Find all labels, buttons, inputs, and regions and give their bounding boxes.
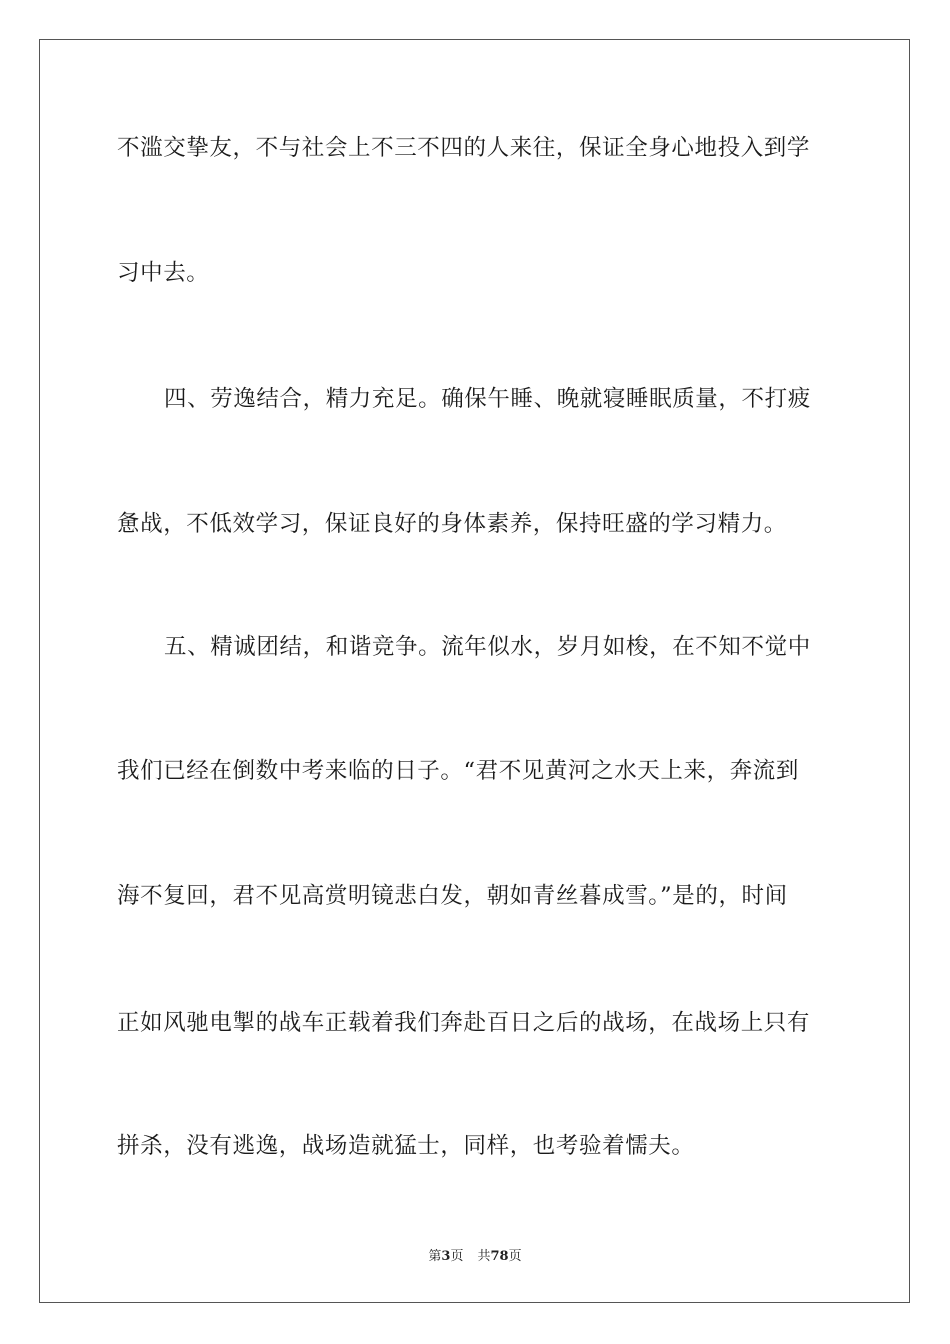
page-frame xyxy=(39,39,910,1303)
total-suffix: 页 xyxy=(508,1249,522,1264)
paragraph-5-line-5: 拼杀，没有逃逸，战场造就猛士，同样，也考验着懦夫。 xyxy=(117,1133,695,1159)
page-suffix: 页 xyxy=(450,1249,464,1264)
page-footer xyxy=(0,1248,950,1266)
text-line-2: 习中去。 xyxy=(117,260,210,286)
total-pages: 78 xyxy=(490,1249,509,1264)
paragraph-5-line-1: 五、精诚团结，和谐竞争。流年似水，岁月如梭，在不知不觉中 xyxy=(164,634,811,660)
paragraph-5-line-2: 我们已经在倒数中考来临的日子。“君不见黄河之水天上来，奔流到 xyxy=(117,758,800,784)
page-number: 3 xyxy=(441,1249,451,1264)
paragraph-5-line-3: 海不复回，君不见高赏明镜悲白发，朝如青丝暮成雪。”是的，时间 xyxy=(117,883,788,909)
paragraph-4-line-2: 惫战，不低效学习，保证良好的身体素养，保持旺盛的学习精力。 xyxy=(117,511,787,537)
paragraph-5-line-4: 正如风驰电掣的战车正载着我们奔赴百日之后的战场，在战场上只有 xyxy=(117,1010,811,1036)
page-prefix: 第 xyxy=(428,1249,442,1264)
text-line-1: 不滥交挚友，不与社会上不三不四的人来往，保证全身心地投入到学 xyxy=(117,135,811,161)
total-prefix: 共 xyxy=(477,1249,491,1264)
paragraph-4-line-1: 四、劳逸结合，精力充足。确保午睡、晚就寝睡眠质量，不打疲 xyxy=(164,386,811,412)
